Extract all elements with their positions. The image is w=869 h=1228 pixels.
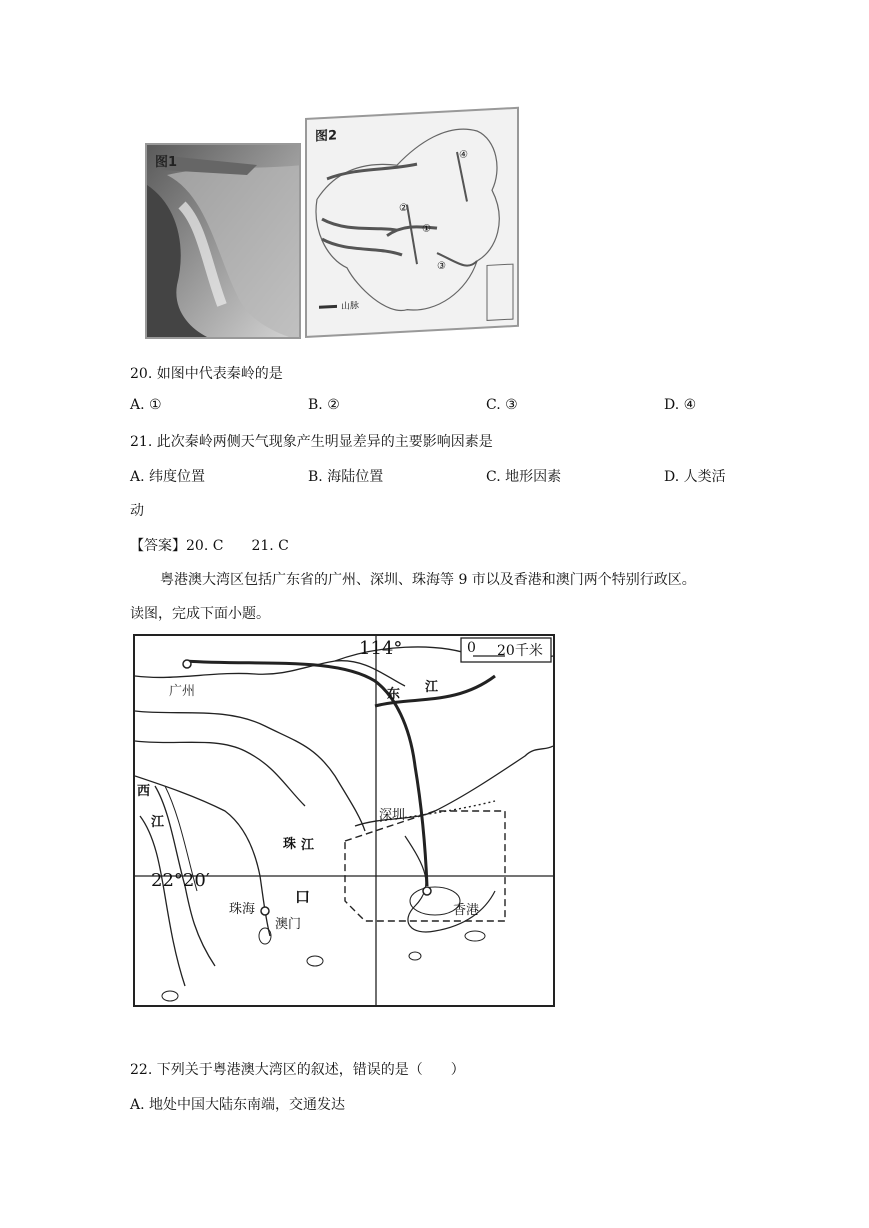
scale-value: 20千米 <box>497 643 543 659</box>
q20-stem: 20. 如图中代表秦岭的是 <box>130 366 283 382</box>
label-jiang-east: 江 <box>425 680 439 695</box>
label-macau: 澳门 <box>275 917 302 932</box>
label-shenzhen: 深圳 <box>379 808 406 823</box>
intro-line-1: 粤港澳大湾区包括广东省的广州、深圳、珠海等 9 市以及香港和澳门两个特别行政区。 <box>160 572 696 588</box>
latitude-label: 22°20′ <box>151 870 210 891</box>
scale-zero: 0 <box>467 640 476 656</box>
q21-option-d-wrap: 动 <box>130 503 144 519</box>
marker-2: ② <box>399 202 408 215</box>
label-guangzhou: 广州 <box>169 684 196 699</box>
china-mountains-sketch <box>307 109 519 338</box>
bay-area-map <box>133 634 555 1007</box>
label-jiang-west: 江 <box>151 815 165 830</box>
q21-option-a: A. 纬度位置 <box>130 469 206 485</box>
q22-option-a: A. 地处中国大陆东南端，交通发达 <box>130 1097 346 1113</box>
label-zhuhai: 珠海 <box>229 902 256 917</box>
figure-1-photo <box>145 143 301 339</box>
answer-20: 20. C <box>186 538 224 554</box>
label-jiang-pearl: 江 <box>301 838 315 853</box>
q20-option-a: A. ① <box>130 397 162 413</box>
q20-option-d: D. ④ <box>664 397 697 413</box>
q21-option-c: C. 地形因素 <box>486 469 562 485</box>
legend-mountain: 山脉 <box>341 301 360 313</box>
marker-1: ① <box>422 223 431 235</box>
q20-option-c: C. ③ <box>486 397 518 413</box>
label-hongkong: 香港 <box>453 903 480 918</box>
marker-3: ③ <box>437 260 446 273</box>
label-kou: 口 <box>295 888 311 906</box>
figure-1-label: 图1 <box>155 155 178 170</box>
figure-2-map <box>305 107 519 338</box>
answer-label: 【答案】 <box>130 538 186 554</box>
cloud-photo-graphic <box>147 145 301 339</box>
figure-2-label: 图2 <box>315 128 338 145</box>
bay-area-map-graphic <box>135 636 553 1005</box>
label-dong: 东 <box>387 687 401 702</box>
marker-4: ④ <box>459 149 468 161</box>
q21-option-d: D. 人类活 <box>664 469 726 485</box>
answer-line <box>130 535 289 555</box>
longitude-label: 114° <box>359 638 403 659</box>
q21-stem: 21. 此次秦岭两侧天气现象产生明显差异的主要影响因素是 <box>130 434 493 450</box>
q20-option-b: B. ② <box>308 397 340 413</box>
answer-21: 21. C <box>251 538 289 554</box>
q21-option-b: B. 海陆位置 <box>308 469 384 485</box>
q22-stem: 22. 下列关于粤港澳大湾区的叙述，错误的是（ ） <box>130 1062 465 1078</box>
label-xi: 西 <box>137 784 151 799</box>
label-zhu: 珠 <box>283 837 297 852</box>
intro-line-2: 读图，完成下面小题。 <box>130 606 270 622</box>
